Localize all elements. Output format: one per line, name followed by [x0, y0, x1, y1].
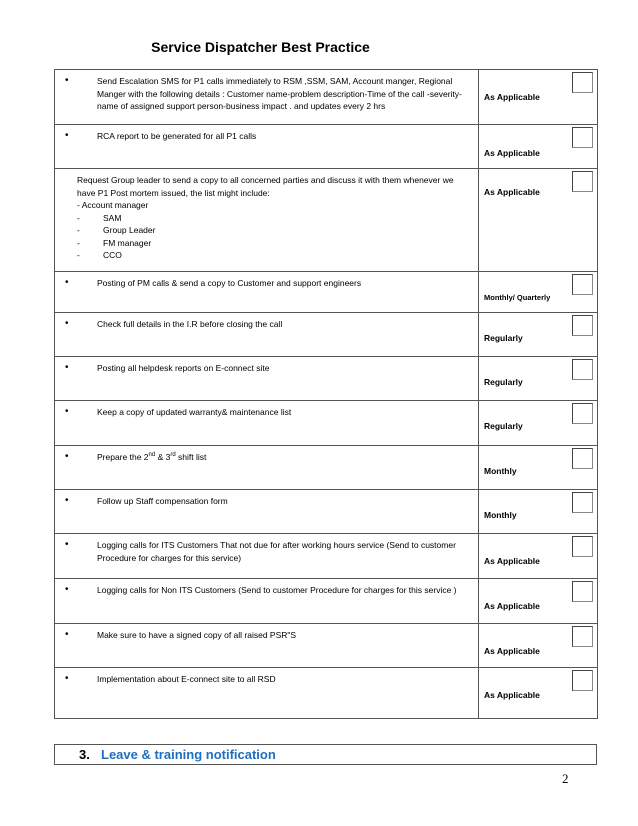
task-text: Implementation about E-connect site to all RSD — [97, 674, 276, 684]
bullet-icon: • — [65, 495, 69, 506]
frequency-label: As Applicable — [484, 690, 540, 700]
bullet-icon: • — [65, 130, 69, 141]
frequency-label: As Applicable — [484, 92, 540, 102]
list-item: - CCO — [77, 250, 122, 260]
list-item: - Group Leader — [77, 225, 156, 235]
table-row — [55, 579, 598, 624]
checkbox[interactable] — [572, 448, 593, 469]
task-text: Request Group leader to send a copy to all concerned parties and discuss it with them whenever we have P1 Post mortem issued, the list might include: — [77, 175, 454, 198]
task-text: Logging calls for Non ITS Customers (Send to customer Procedure for charges for this service ) — [97, 585, 457, 595]
bullet-icon: • — [65, 277, 69, 288]
checkbox[interactable] — [572, 171, 593, 192]
bullet-icon: • — [65, 539, 69, 550]
task-text: Logging calls for ITS Customers That not due for after working hours service (Send to customer Procedure for charges for this service) — [97, 540, 456, 563]
task-text: Posting of PM calls & send a copy to Customer and support engineers — [97, 278, 362, 288]
bullet-icon: • — [65, 318, 69, 329]
frequency-label: As Applicable — [484, 601, 540, 611]
checkbox[interactable] — [572, 359, 593, 380]
page-number: 2 — [562, 771, 569, 786]
list-item: - FM manager — [77, 237, 152, 248]
frequency-label: Regularly — [484, 421, 523, 431]
bullet-icon: • — [65, 451, 69, 462]
table-row — [55, 125, 598, 169]
table-row — [55, 534, 598, 579]
table-row — [55, 169, 598, 272]
task-text: Keep a copy of updated warranty& maintenance list — [97, 407, 292, 417]
table-row — [55, 446, 598, 490]
table-row — [55, 313, 598, 357]
task-text: Follow up Staff compensation form — [97, 496, 228, 506]
list-heading: - Account manager — [77, 200, 149, 210]
task-text: Prepare the 2nd & 3rd shift list — [97, 452, 207, 462]
table-row — [55, 490, 598, 534]
checkbox[interactable] — [572, 670, 593, 691]
frequency-label: Monthly — [484, 510, 517, 520]
frequency-label: Regularly — [484, 333, 523, 343]
bullet-icon: • — [65, 406, 69, 417]
checkbox[interactable] — [572, 626, 593, 647]
frequency-label: Monthly/ Quarterly — [484, 293, 551, 302]
bullet-icon: • — [65, 673, 69, 684]
task-text: Send Escalation SMS for P1 calls immediately to RSM ,SSM, SAM, Account manger, Regional Manger with the following details : Customer name-problem description-Time of the call -severity-name of assigned support person-business impact . and updates every 2 hrs — [97, 76, 462, 111]
checkbox[interactable] — [572, 274, 593, 295]
bullet-icon: • — [65, 584, 69, 595]
bullet-icon: • — [65, 629, 69, 640]
list-item: - SAM — [77, 212, 122, 223]
table-row — [55, 357, 598, 401]
section-label: Leave & training notification — [101, 747, 276, 762]
checkbox[interactable] — [572, 492, 593, 513]
table-row — [55, 70, 598, 125]
table-row — [55, 272, 598, 313]
task-text: Make sure to have a signed copy of all raised PSR"S — [97, 630, 297, 640]
frequency-label: As Applicable — [484, 556, 540, 566]
checkbox[interactable] — [572, 536, 593, 557]
frequency-label: As Applicable — [484, 187, 540, 197]
checkbox[interactable] — [572, 581, 593, 602]
bullet-icon: • — [65, 362, 69, 373]
frequency-label: As Applicable — [484, 646, 540, 656]
table-row — [55, 668, 598, 719]
task-text: Posting all helpdesk reports on E-connect site — [97, 363, 270, 373]
best-practice-table — [54, 69, 598, 719]
task-text: Check full details in the I.R before closing the call — [97, 319, 283, 329]
checkbox[interactable] — [572, 315, 593, 336]
table-row — [55, 401, 598, 446]
bullet-icon: • — [65, 75, 69, 86]
frequency-label: Regularly — [484, 377, 523, 387]
section-number: 3. — [79, 747, 90, 762]
table-row — [55, 624, 598, 668]
checkbox[interactable] — [572, 403, 593, 424]
frequency-label: Monthly — [484, 466, 517, 476]
page-title: Service Dispatcher Best Practice — [151, 39, 370, 55]
checkbox[interactable] — [572, 127, 593, 148]
section-heading — [54, 744, 597, 765]
frequency-label: As Applicable — [484, 148, 540, 158]
checkbox[interactable] — [572, 72, 593, 93]
task-text: RCA report to be generated for all P1 calls — [97, 131, 257, 141]
